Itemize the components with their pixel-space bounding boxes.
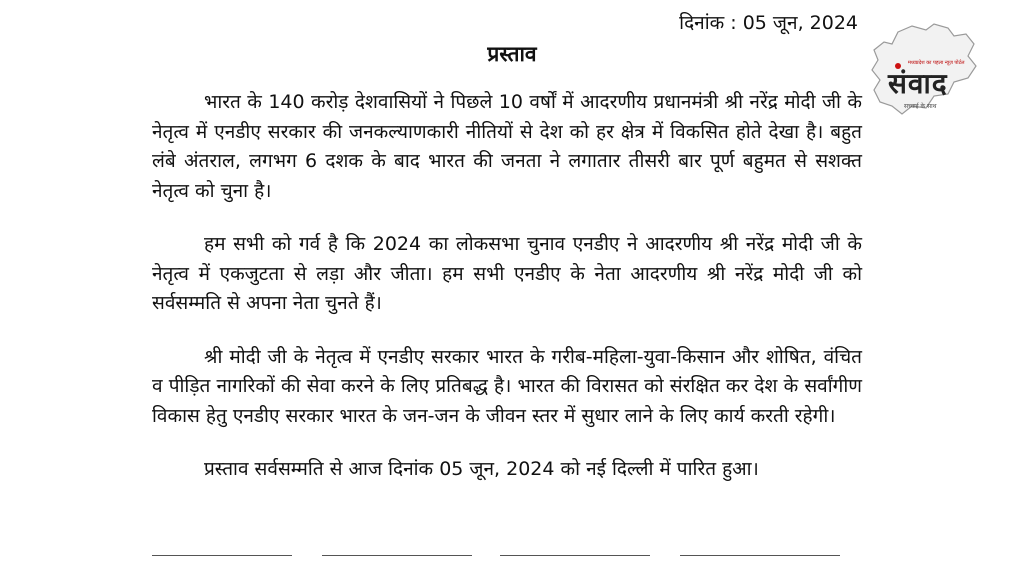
document-body: [152, 88, 862, 509]
logo-wordmark: संवाद: [888, 67, 948, 100]
paragraph-1: भारत के 140 करोड़ देशवासियों ने पिछले 10 वर्षों में आदरणीय प्रधानमंत्री श्री नरेंद्र मोदी जी के नेतृत्व में एनडीए सरकार की जनकल्याणकारी नीतियों से देश को हर क्षेत्र में विकसित होते देखा है। बहुत लंबे अंतराल, लगभग 6 दशक के बाद भारत की जनता ने लगातार तीसरी बार पूर्ण बहुमत से सशक्त नेतृत्व को चुना है।: [152, 91, 862, 202]
document-date: दिनांक : 05 जून, 2024: [679, 12, 858, 34]
document-title: प्रस्ताव: [487, 42, 537, 66]
paragraph-4: प्रस्ताव सर्वसम्मति से आज दिनांक 05 जून, 2024 को नई दिल्ली में पारित हुआ।: [204, 458, 759, 480]
signature-line-3: [500, 555, 650, 556]
paragraph-2: हम सभी को गर्व है कि 2024 का लोकसभा चुनाव एनडीए ने आदरणीय श्री नरेंद्र मोदी जी के नेतृत्व में एकजुटता से लड़ा और जीता। हम सभी एनडीए के नेता आदरणीय श्री नरेंद्र मोदी जी को सर्वसम्मति से अपना नेता चुनते हैं।: [152, 233, 862, 314]
signature-line-4: [680, 555, 840, 556]
logo-tagline: मध्यप्रदेश का पहला न्यूज़ पोर्टल: [908, 60, 965, 66]
signature-line-2: [322, 555, 472, 556]
paragraph-3: श्री मोदी जी के नेतृत्व में एनडीए सरकार भारत के गरीब-महिला-युवा-किसान और शोषित, वंचित व पीड़ित नागरिकों की सेवा करने के लिए प्रतिबद्ध है। भारत की विरासत को संरक्षित कर देश के सर्वांगीण विकास हेतु एनडीए सरकार भारत के जन-जन के जीवन स्तर में सुधार लाने के लिए कार्य करती रहेगी।: [152, 345, 862, 427]
samvad-logo: [868, 22, 978, 118]
logo-subtext: सच्चाई के साथ: [904, 103, 937, 110]
signature-line-1: [152, 555, 292, 556]
